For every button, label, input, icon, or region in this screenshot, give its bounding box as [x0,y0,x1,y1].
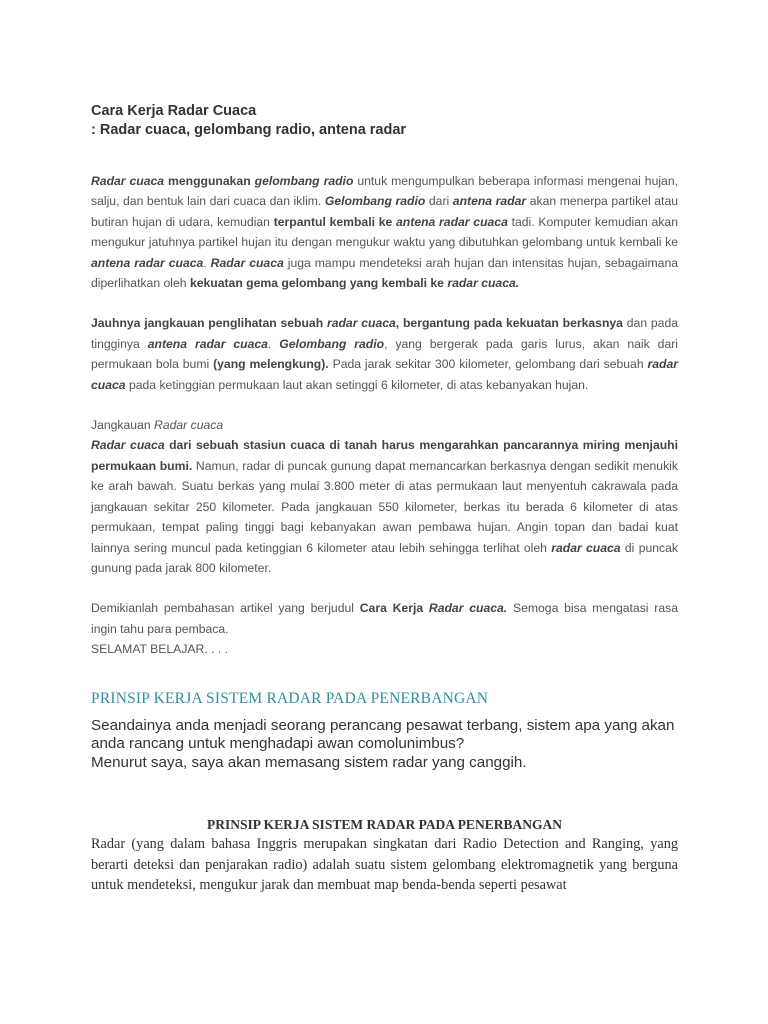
section-title: PRINSIP KERJA SISTEM RADAR PADA PENERBANGAN [91,689,489,707]
text-run: Radar cuaca [154,418,224,433]
paragraph-3-heading [91,415,678,435]
text-run: radar cuaca. [447,276,520,291]
text-run: Namun, radar di puncak gunung dapat memancarkan berkasnya dengan sedikit menukik ke arah bawah. Suatu berkas yang mulai 3.800 meter di atas permukaan laut menyentuh cakrawala pada jangkauan sekitar 250 kilometer. Pada jangkauan 550 kilometer, berkas itu berada 6 kilometer di atas permukaan, tempat paling tinggi bagi kebanyakan awan pembawa hujan. Angin topan dan badai kuat lainnya sering muncul pada ketinggian 6 kilometer atau lebih sehingga terlihat oleh [91,458,678,555]
text-run: Radar cuaca [91,438,165,453]
text-run: . [267,336,280,351]
text-run: antena radar cuaca [91,255,204,270]
text-run: , yang bergerak pada garis lurus, akan naik dari permukaan bola bumi [91,336,678,372]
closing-line: SELAMAT BELAJAR. . . . [91,642,229,657]
answer-text: Menurut saya, saya akan memasang sistem radar yang canggih. [91,753,527,771]
doc-title-line2: : Radar cuaca, gelombang radio, antena radar [91,122,407,138]
text-run: di puncak gunung pada jarak 800 kilometer. [91,540,678,575]
text-run: radar cuaca [91,357,678,392]
text-run: Demikianlah pembahasan artikel yang berjudul [91,601,360,616]
serif-section-title: PRINSIP KERJA SISTEM RADAR PADA PENERBANGAN [207,817,562,833]
text-run: antena radar [452,194,527,209]
text-run: dan pada tingginya [91,316,678,351]
text-run: Radar cuaca. [428,601,508,616]
text-run: terpantul kembali ke [273,214,397,229]
text-run: antena radar cuaca [396,214,508,229]
text-run: Jauhnya jangkauan penglihatan sebuah [91,316,327,331]
text-run: Pada jarak sekitar 300 kilometer, gelombang dari sebuah [328,357,648,372]
paragraph-1 [91,171,678,293]
doc-title-line1: Cara Kerja Radar Cuaca [91,103,257,119]
text-run: untuk mengumpulkan beberapa informasi mengenai hujan, salju, dan bentuk lain dari cuaca dan iklim. [91,174,678,209]
question-text: Seandainya anda menjadi seorang perancang pesawat terbang, sistem apa yang akan anda rancang untuk menghadapi awan comolunimbus? [91,716,675,753]
paragraph-3 [91,435,678,578]
text-run: Cara Kerja [359,601,429,616]
text-run: tadi. Komputer kemudian akan mengukur jatuhnya partikel hujan itu dengan mengukur waktu yang dibutuhkan gelombang untuk kembali ke [91,214,678,250]
text-run: Gelombang radio [324,194,426,209]
document-page [91,102,678,896]
text-run: menggunakan [164,174,255,188]
text-run: pada ketinggian permukaan laut akan setinggi 6 kilometer, di atas kebanyakan hujan. [125,377,589,392]
text-run: Jangkauan [91,418,155,433]
text-run: radar cuaca [551,540,621,555]
text-run: Gelombang radio [279,336,385,351]
text-run: radar cuaca [326,316,396,331]
text-run: , bergantung pada kekuatan berkasnya [395,316,623,331]
text-run: kekuatan gema gelombang yang kembali ke [189,276,448,291]
text-run: Semoga bisa mengatasi rasa ingin tahu para pembaca. [91,601,679,636]
serif-paragraph: Radar (yang dalam bahasa Inggris merupakan singkatan dari Radio Detection and Ranging, yang berarti deteksi dan penjarakan radio) adalah suatu sistem gelombang elektromagnetik yang berguna untuk mendeteksi, mengukur jarak dan membuat map benda-benda seperti pesawat [91,836,678,894]
text-run: Radar cuaca [91,174,165,188]
text-run: gelombang radio [254,174,354,188]
paragraph-4 [91,598,678,639]
text-run: dari sebuah stasiun cuaca di tanah harus mengarahkan pancarannya miring menjauhi permukaan bumi. [91,438,678,473]
text-run: antena radar cuaca [147,336,268,351]
text-run: Radar cuaca [210,255,284,270]
text-run: juga mampu mendeteksi arah hujan dan intensitas hujan, sebagaimana diperlihatkan oleh [91,255,678,291]
text-run: (yang melengkung). [213,357,329,372]
text-run: . [203,255,211,270]
text-run: dari [425,194,453,209]
paragraph-2 [91,313,678,395]
text-run: akan menerpa partikel atau butiran hujan di udara, kemudian [91,194,678,229]
